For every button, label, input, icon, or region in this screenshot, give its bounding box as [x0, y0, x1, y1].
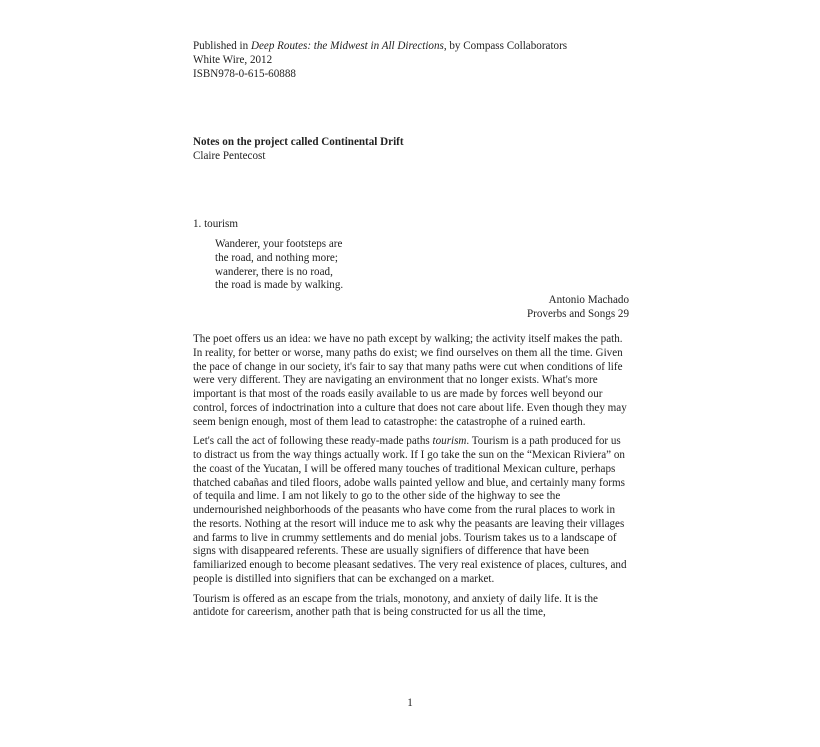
publication-line-1 [193, 40, 631, 54]
poem-line: the road is made by walking. [215, 279, 344, 292]
poem-line: wanderer, there is no road, [215, 265, 333, 278]
article-author: Claire Pentecost [193, 149, 266, 162]
page-number: 1 [407, 697, 413, 709]
body-text [193, 333, 630, 626]
attribution-author: Antonio Machado [548, 294, 629, 306]
paragraph-1: The poet offers us an idea: we have no path except by walking; the activity itself makes the path. In reality, for better or worse, many paths do exist; we find ourselves on them all the time. Given the pace of change in our society, it's fair to say that many paths were cut when conditions of life were very different. They are navigating an environment that no longer exists. What's more important is that most of the roads easily available to us are made by forces well beyond our control, forces of indoctrination into a culture that does not care about life. Even though they may seem benign enough, most of them lead to catastrophe: the catastrophe of a ruined earth. [193, 333, 627, 428]
emphasis-tourism: tourism [432, 435, 467, 448]
publication-suffix: , by Compass Collaborators [443, 40, 568, 52]
paragraph-3: Tourism is offered as an escape from the trials, monotony, and anxiety of daily life. It is the antidote for careerism, another path that is being constructed for us all the time, [193, 592, 598, 619]
paragraph-2-start: Let's call the act of following these ready-made paths [193, 435, 433, 448]
epigraph-poem [215, 238, 515, 293]
book-title: Deep Routes: the Midwest in All Directions [250, 40, 444, 52]
epigraph-attribution [193, 294, 629, 322]
publisher-line: White Wire, 2012 [193, 53, 273, 66]
paragraph-2-rest: . Tourism is a path produced for us to distract us from the way things actually work. If I go take the sun on the “Mexican Riviera” on the coast of the Yucatan, I will be offered many touches of traditional Mexican culture, perhaps thatched cabañas and tiled floors, adobe walls painted yellow and blue, and certainly many forms of tequila and lime. I am not likely to go to the other side of the highway to see the undernourished neighborhoods of the peasants who have come from the rural places to work in the resorts. Nothing at the resort will induce me to ask why the peasants are leaving their villages and farms to live in crummy settlements and do menial jobs. Tourism takes us to a landscape of signs with disappeared referents. These are usually signifiers of difference that have been familiarized enough to become pleasant sedatives. The very real existence of places, cultures, and people is distilled into signifiers that can be exchanged on a market. [193, 435, 627, 585]
poem-line: the road, and nothing more; [215, 251, 338, 264]
attribution-work: Proverbs and Songs 29 [527, 307, 629, 320]
section-heading: 1. tourism [193, 218, 238, 230]
paragraph-2 [193, 435, 630, 586]
poem-line: Wanderer, your footsteps are [215, 238, 343, 250]
publication-prefix: Published in [193, 40, 251, 52]
publication-info [193, 40, 631, 81]
article-title: Notes on the project called Continental Drift [193, 136, 404, 148]
article-header [193, 136, 631, 164]
isbn-line: ISBN978-0-615-60888 [193, 67, 296, 80]
